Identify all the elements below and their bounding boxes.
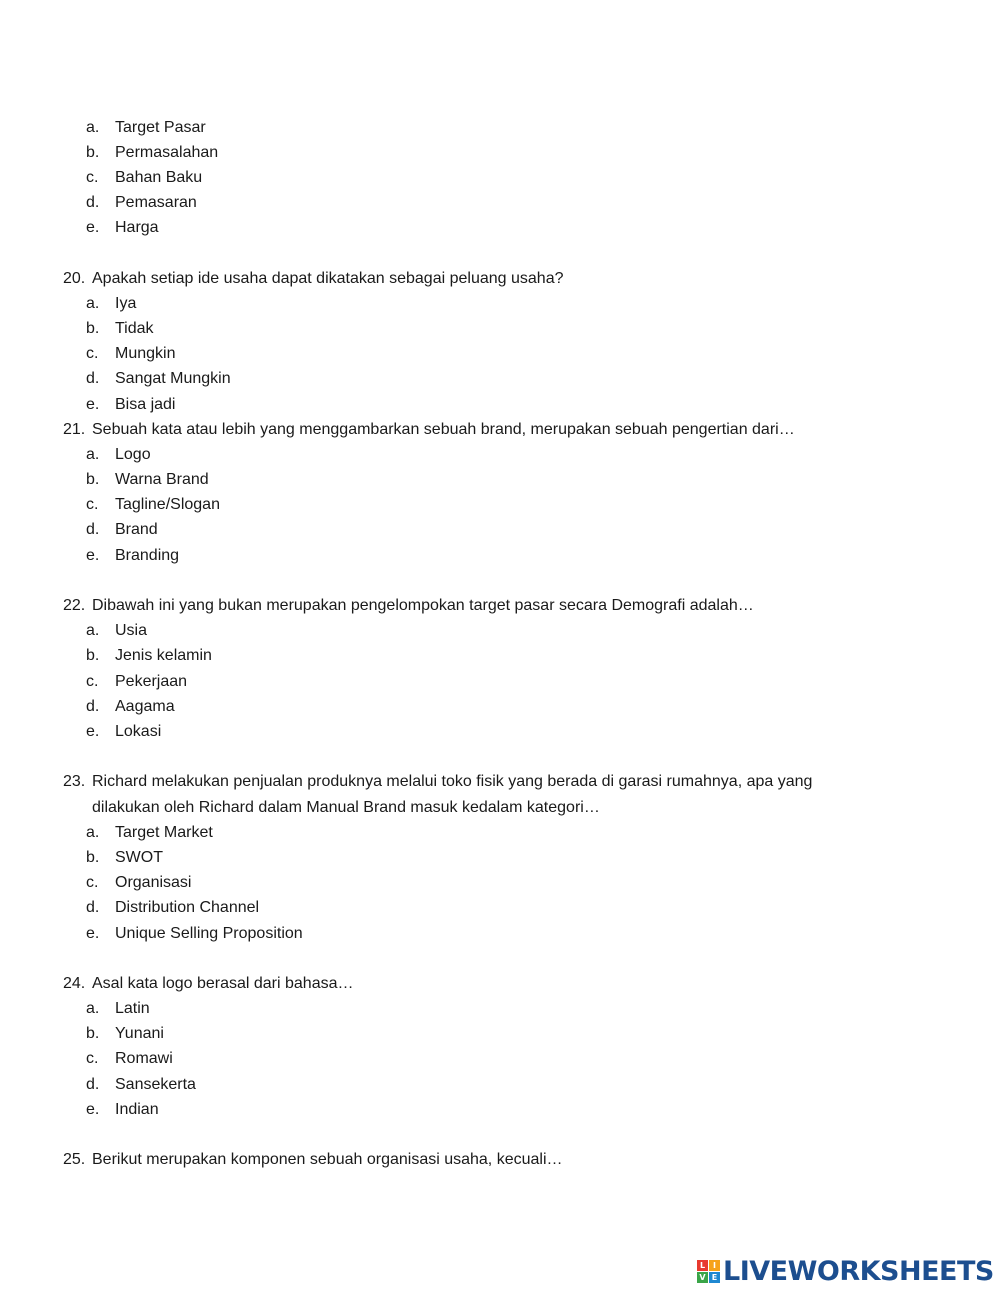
option-text: Aagama bbox=[115, 698, 175, 715]
option-text: Sangat Mungkin bbox=[115, 370, 231, 387]
option-text: Romawi bbox=[115, 1050, 173, 1067]
option-text: Tidak bbox=[115, 320, 154, 337]
option-letter: a. bbox=[86, 622, 100, 639]
option-letter: c. bbox=[86, 1050, 99, 1067]
option-text: Jenis kelamin bbox=[115, 647, 212, 664]
option-letter: b. bbox=[86, 1025, 100, 1042]
option-letter: c. bbox=[86, 169, 99, 186]
option-text: Sansekerta bbox=[115, 1076, 196, 1093]
option-text: Yunani bbox=[115, 1025, 164, 1042]
option-letter: b. bbox=[86, 647, 100, 664]
option-text: Target Pasar bbox=[115, 119, 206, 136]
option-letter: b. bbox=[86, 144, 100, 161]
option-letter: c. bbox=[86, 874, 99, 891]
question-text-continued: dilakukan oleh Richard dalam Manual Brand masuk kedalam kategori… bbox=[92, 799, 600, 816]
logo-mark-icon bbox=[697, 1260, 720, 1283]
option-text: Logo bbox=[115, 446, 151, 463]
option-letter: e. bbox=[86, 925, 100, 942]
option-letter: b. bbox=[86, 471, 100, 488]
logo-cell: L bbox=[697, 1260, 708, 1271]
question-text: Asal kata logo berasal dari bahasa… bbox=[92, 975, 354, 992]
option-text: Unique Selling Proposition bbox=[115, 925, 303, 942]
option-letter: e. bbox=[86, 1101, 100, 1118]
question-text: Dibawah ini yang bukan merupakan pengelompokan target pasar secara Demografi adalah… bbox=[92, 597, 754, 614]
logo-cell: I bbox=[709, 1260, 720, 1271]
option-text: Branding bbox=[115, 547, 180, 564]
option-text: Mungkin bbox=[115, 345, 176, 362]
question-text: Berikut merupakan komponen sebuah organisasi usaha, kecuali… bbox=[92, 1151, 563, 1168]
option-letter: e. bbox=[86, 547, 100, 564]
option-letter: d. bbox=[86, 370, 100, 387]
option-text: Latin bbox=[115, 1000, 150, 1017]
option-text: Pekerjaan bbox=[115, 673, 188, 690]
question-number: 21. bbox=[63, 421, 86, 438]
question-number: 23. bbox=[63, 773, 86, 790]
question-number: 20. bbox=[63, 270, 86, 287]
option-letter: e. bbox=[86, 723, 100, 740]
option-text: Indian bbox=[115, 1101, 159, 1118]
option-letter: e. bbox=[86, 396, 100, 413]
option-text: Usia bbox=[115, 622, 148, 639]
question-number: 22. bbox=[63, 597, 86, 614]
option-text: Permasalahan bbox=[115, 144, 219, 161]
option-text: Bahan Baku bbox=[115, 169, 203, 186]
question-text: Apakah setiap ide usaha dapat dikatakan sebagai peluang usaha? bbox=[92, 270, 564, 287]
option-letter: c. bbox=[86, 496, 99, 513]
option-text: Tagline/Slogan bbox=[115, 496, 220, 513]
option-text: Harga bbox=[115, 219, 159, 236]
option-letter: d. bbox=[86, 698, 100, 715]
question-text: Richard melakukan penjualan produknya melalui toko fisik yang berada di garasi rumahnya, apa yang bbox=[92, 773, 813, 790]
option-letter: c. bbox=[86, 673, 99, 690]
option-letter: a. bbox=[86, 1000, 100, 1017]
option-text: SWOT bbox=[115, 849, 163, 866]
logo-cell: V bbox=[697, 1272, 708, 1283]
option-letter: d. bbox=[86, 899, 100, 916]
option-text: Distribution Channel bbox=[115, 899, 260, 916]
option-text: Iya bbox=[115, 295, 137, 312]
option-letter: a. bbox=[86, 295, 100, 312]
question-number: 25. bbox=[63, 1151, 86, 1168]
liveworksheets-logo bbox=[697, 1255, 994, 1287]
question-text: Sebuah kata atau lebih yang menggambarkan sebuah brand, merupakan sebuah pengertian dari… bbox=[92, 421, 795, 438]
option-letter: a. bbox=[86, 119, 100, 136]
question-number: 24. bbox=[63, 975, 86, 992]
option-text: Lokasi bbox=[115, 723, 162, 740]
option-text: Warna Brand bbox=[115, 471, 209, 488]
option-letter: d. bbox=[86, 521, 100, 538]
option-text: Bisa jadi bbox=[115, 396, 176, 413]
option-letter: b. bbox=[86, 849, 100, 866]
option-text: Target Market bbox=[115, 824, 213, 841]
option-letter: d. bbox=[86, 194, 100, 211]
option-text: Organisasi bbox=[115, 874, 192, 891]
option-letter: c. bbox=[86, 345, 99, 362]
option-text: Brand bbox=[115, 521, 158, 538]
option-letter: b. bbox=[86, 320, 100, 337]
logo-wordmark: LIVEWORKSHEETS bbox=[723, 1255, 994, 1287]
option-letter: d. bbox=[86, 1076, 100, 1093]
option-letter: a. bbox=[86, 824, 100, 841]
option-letter: a. bbox=[86, 446, 100, 463]
option-letter: e. bbox=[86, 219, 100, 236]
logo-cell: E bbox=[709, 1272, 720, 1283]
option-text: Pemasaran bbox=[115, 194, 197, 211]
